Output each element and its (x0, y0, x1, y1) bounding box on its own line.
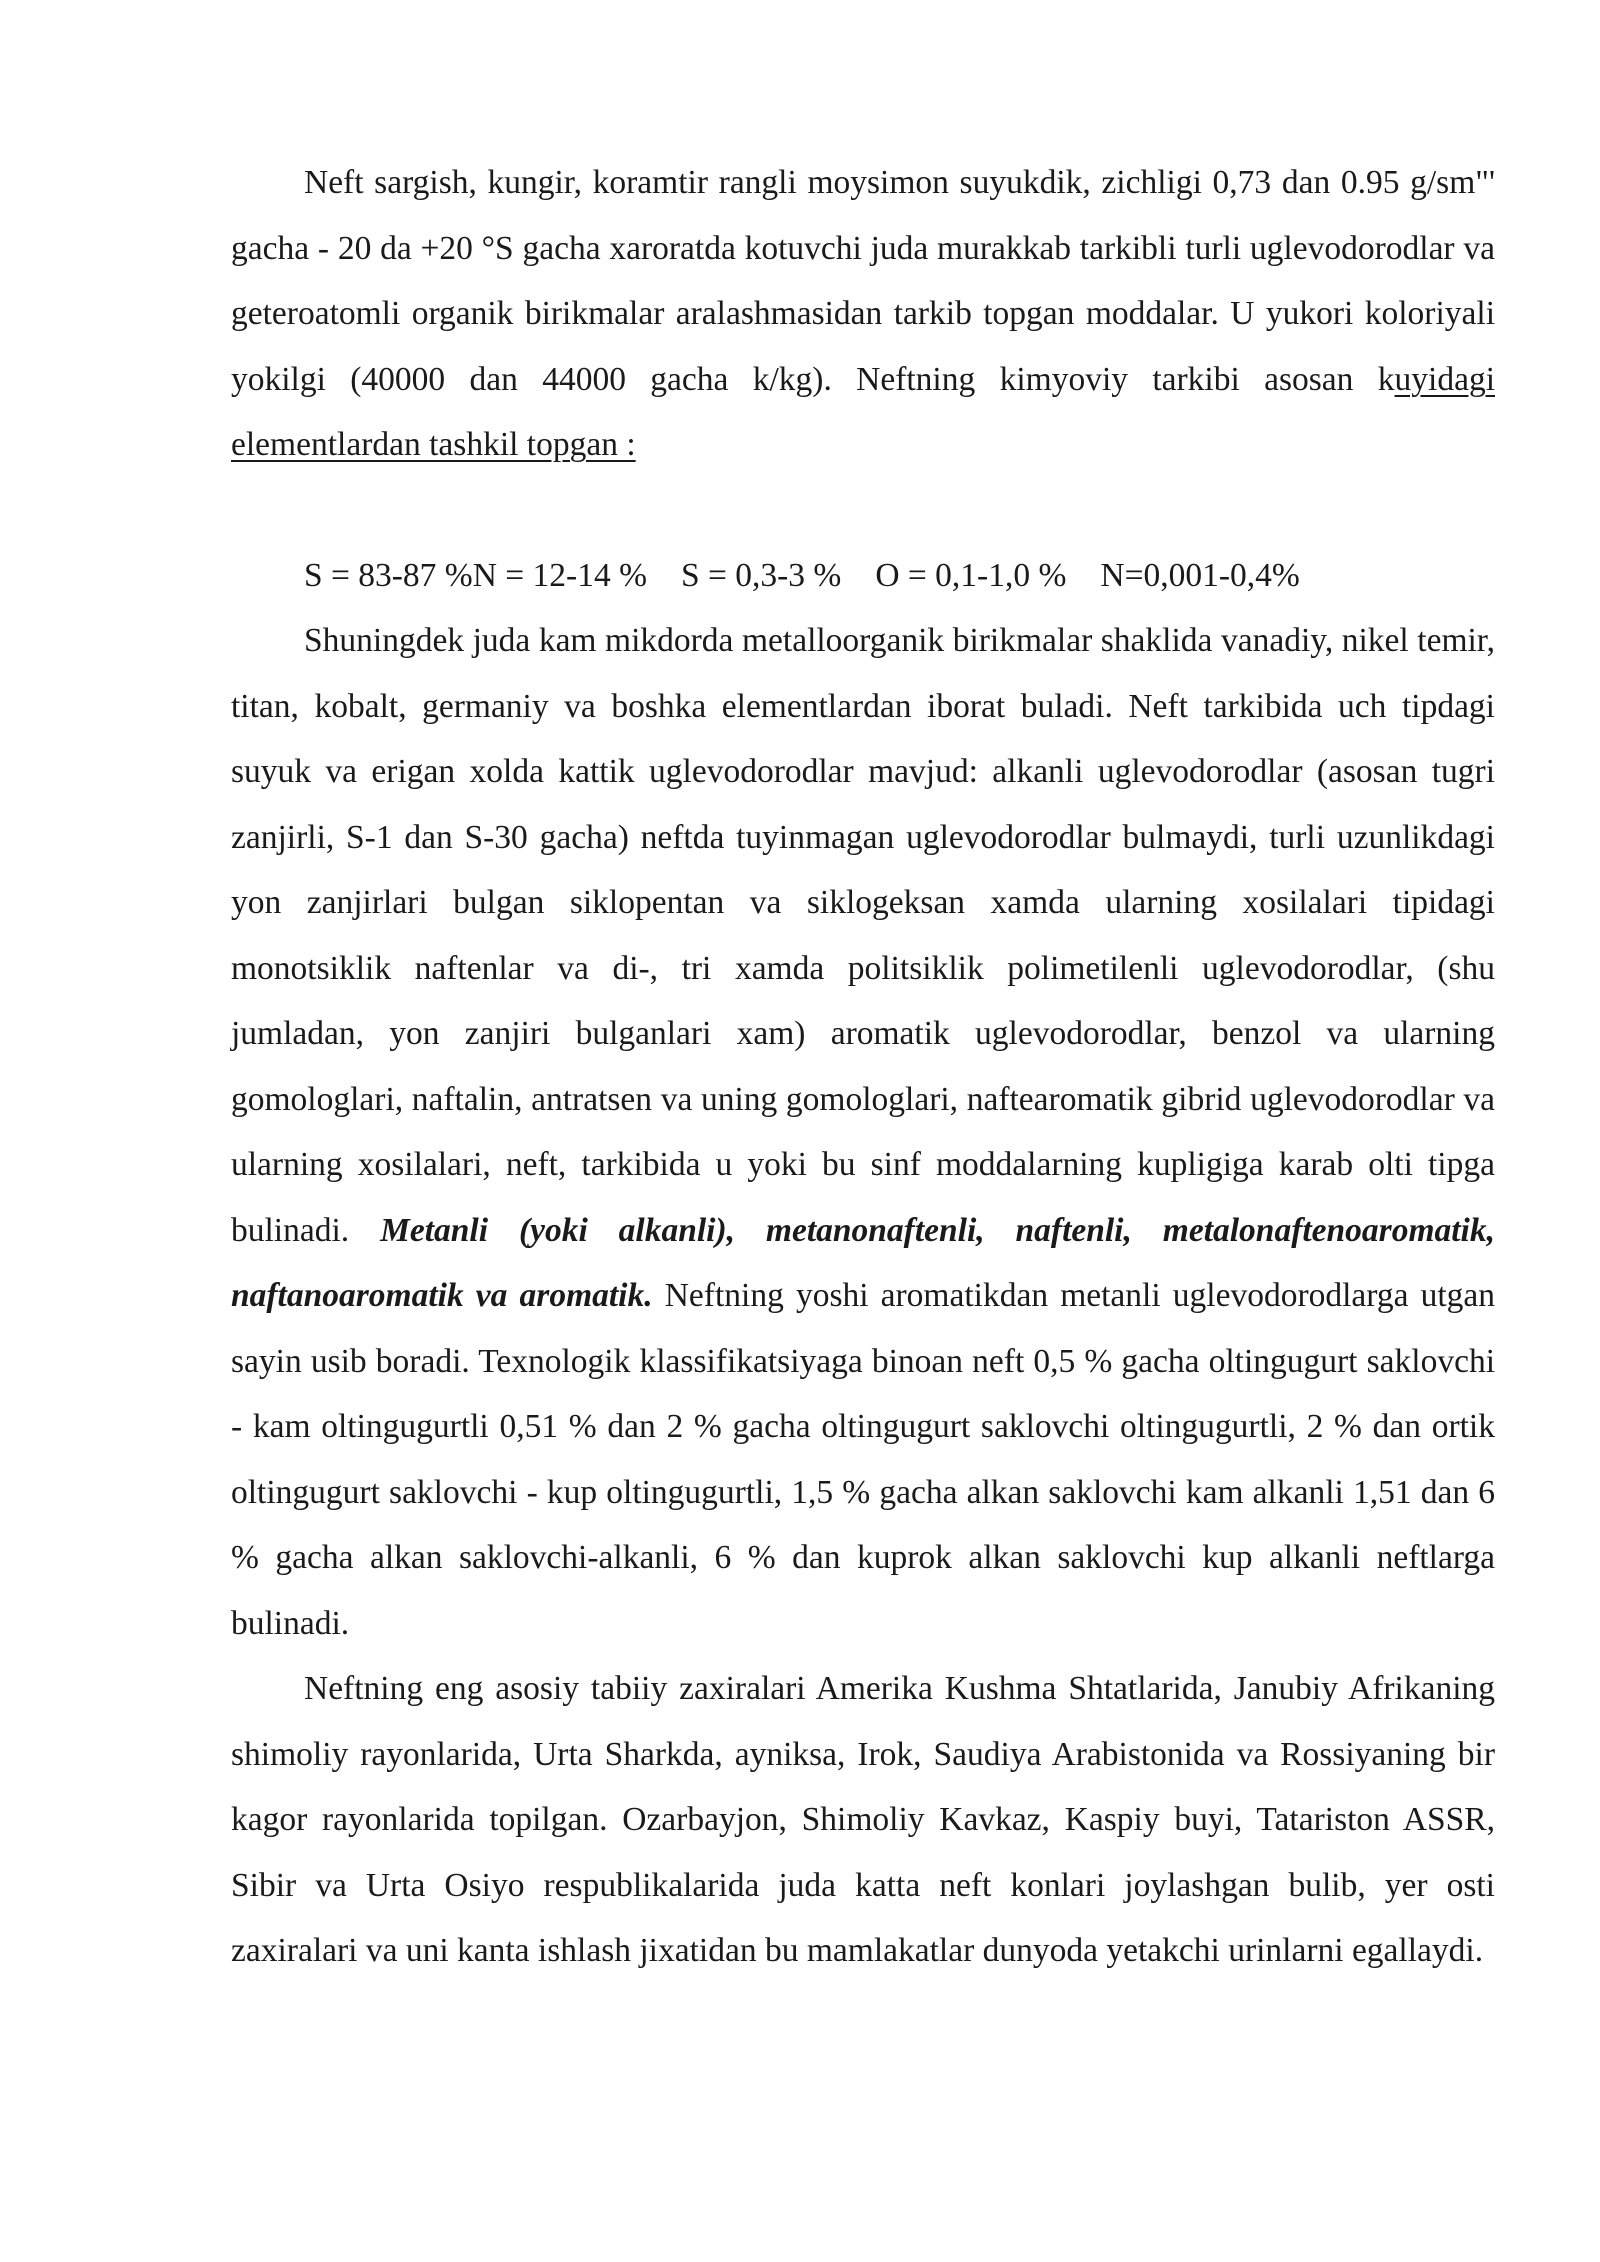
paragraph-reserves (231, 1656, 1495, 1984)
element-composition-formula (231, 543, 1495, 609)
formula-nitrogen: N=0,001-0,4% (1100, 556, 1300, 594)
formula-carbon: S = 83-87 % (304, 556, 473, 594)
page-body (231, 150, 1495, 1984)
formula-sulfur: S = 0,3-3 % (681, 556, 842, 594)
paragraph-composition (231, 608, 1495, 1656)
formula-oxygen: O = 0,1-1,0 % (875, 556, 1067, 594)
paragraph-intro-text: Neft sargish, kungir, koramtir rangli moysimon suyukdik, zichligi 0,73 dan 0.95 g/sm"' gacha - 20 da +20 °S gacha xaroratda kotuvchi juda murakkab tarkibli turli uglevodorodlar va geteroatomli organik birikmalar aralashmasidan tarkib topgan moddalar. U yukori koloriyali yokilgi (40000 dan 44000 gacha k/kg). Neftning kimyoviy tarkibi asosan k (231, 164, 1495, 398)
oil-types-emphasis: Metanli (yoki alkanli), metanonaftenli, naftenli, metalonaftenoaromatik, naftanoaromatik va aromatik. (231, 1211, 1495, 1314)
formula-hydrogen: N = 12-14 % (472, 556, 647, 594)
paragraph-classification-text: Neftning yoshi aromatikdan metanli uglevodorodlarga utgan sayin usib boradi. Texnologik klassifikatsiyaga binoan neft 0,5 % gacha oltingugurt saklovchi - kam oltingugurtli 0,51 % dan 2 % gacha oltingugurt saklovchi oltingugurtli, 2 % dan ortik oltingugurt saklovchi - kup oltingugurtli, 1,5 % gacha alkan saklovchi kam alkanli 1,51 dan 6 % gacha alkan saklovchi-alkanli, 6 % dan kuprok alkan saklovchi kup alkanli neftlarga bulinadi. (231, 1277, 1495, 1642)
paragraph-intro (231, 150, 1495, 478)
underlined-phrase: uyidagi elementlardan tashkil topgan : (231, 360, 1495, 463)
paragraph-composition-text: Shuningdek juda kam mikdorda metalloorganik birikmalar shaklida vanadiy, nikel temir, titan, kobalt, germaniy va boshka elementlardan iborat buladi. Neft tarkibida uch tipdagi suyuk va erigan xolda kattik uglevodorodlar mavjud: alkanli uglevodorodlar (asosan tugri zanjirli, S-1 dan S-30 gacha) neftda tuyinmagan uglevodorodlar bulmaydi, turli uzunlikdagi yon zanjirlari bulgan siklopentan va siklogeksan xamda ularning xosilalari tipidagi monotsiklik naftenlar va di-, tri xamda politsiklik polimetilenli uglevodorodlar, (shu jumladan, yon zanjiri bulganlari xam) aromatik uglevodorodlar, benzol va ularning gomologlari, naftalin, antratsen va uning gomologlari, naftearomatik gibrid uglevodorodlar va ularning xosilalari, neft, tarkibida u yoki bu sinf moddalarning kupligiga karab olti tipga bulinadi. (231, 622, 1495, 1249)
paragraph-reserves-text: Neftning eng asosiy tabiiy zaxiralari Amerika Kushma Shtatlarida, Janubiy Afrikaning shimoliy rayonlarida, Urta Sharkda, ayniksa, Irok, Saudiya Arabistonida va Rossiyaning bir kagor rayonlarida topilgan. Ozarbayjon, Shimoliy Kavkaz, Kaspiy buyi, Tatariston ASSR, Sibir va Urta Osiyo respublikalarida juda katta neft konlari joylashgan bulib, yer osti zaxiralari va uni kanta ishlash jixatidan bu mamlakatlar dunyoda yetakchi urinlarni egallaydi. (231, 1670, 1495, 1969)
